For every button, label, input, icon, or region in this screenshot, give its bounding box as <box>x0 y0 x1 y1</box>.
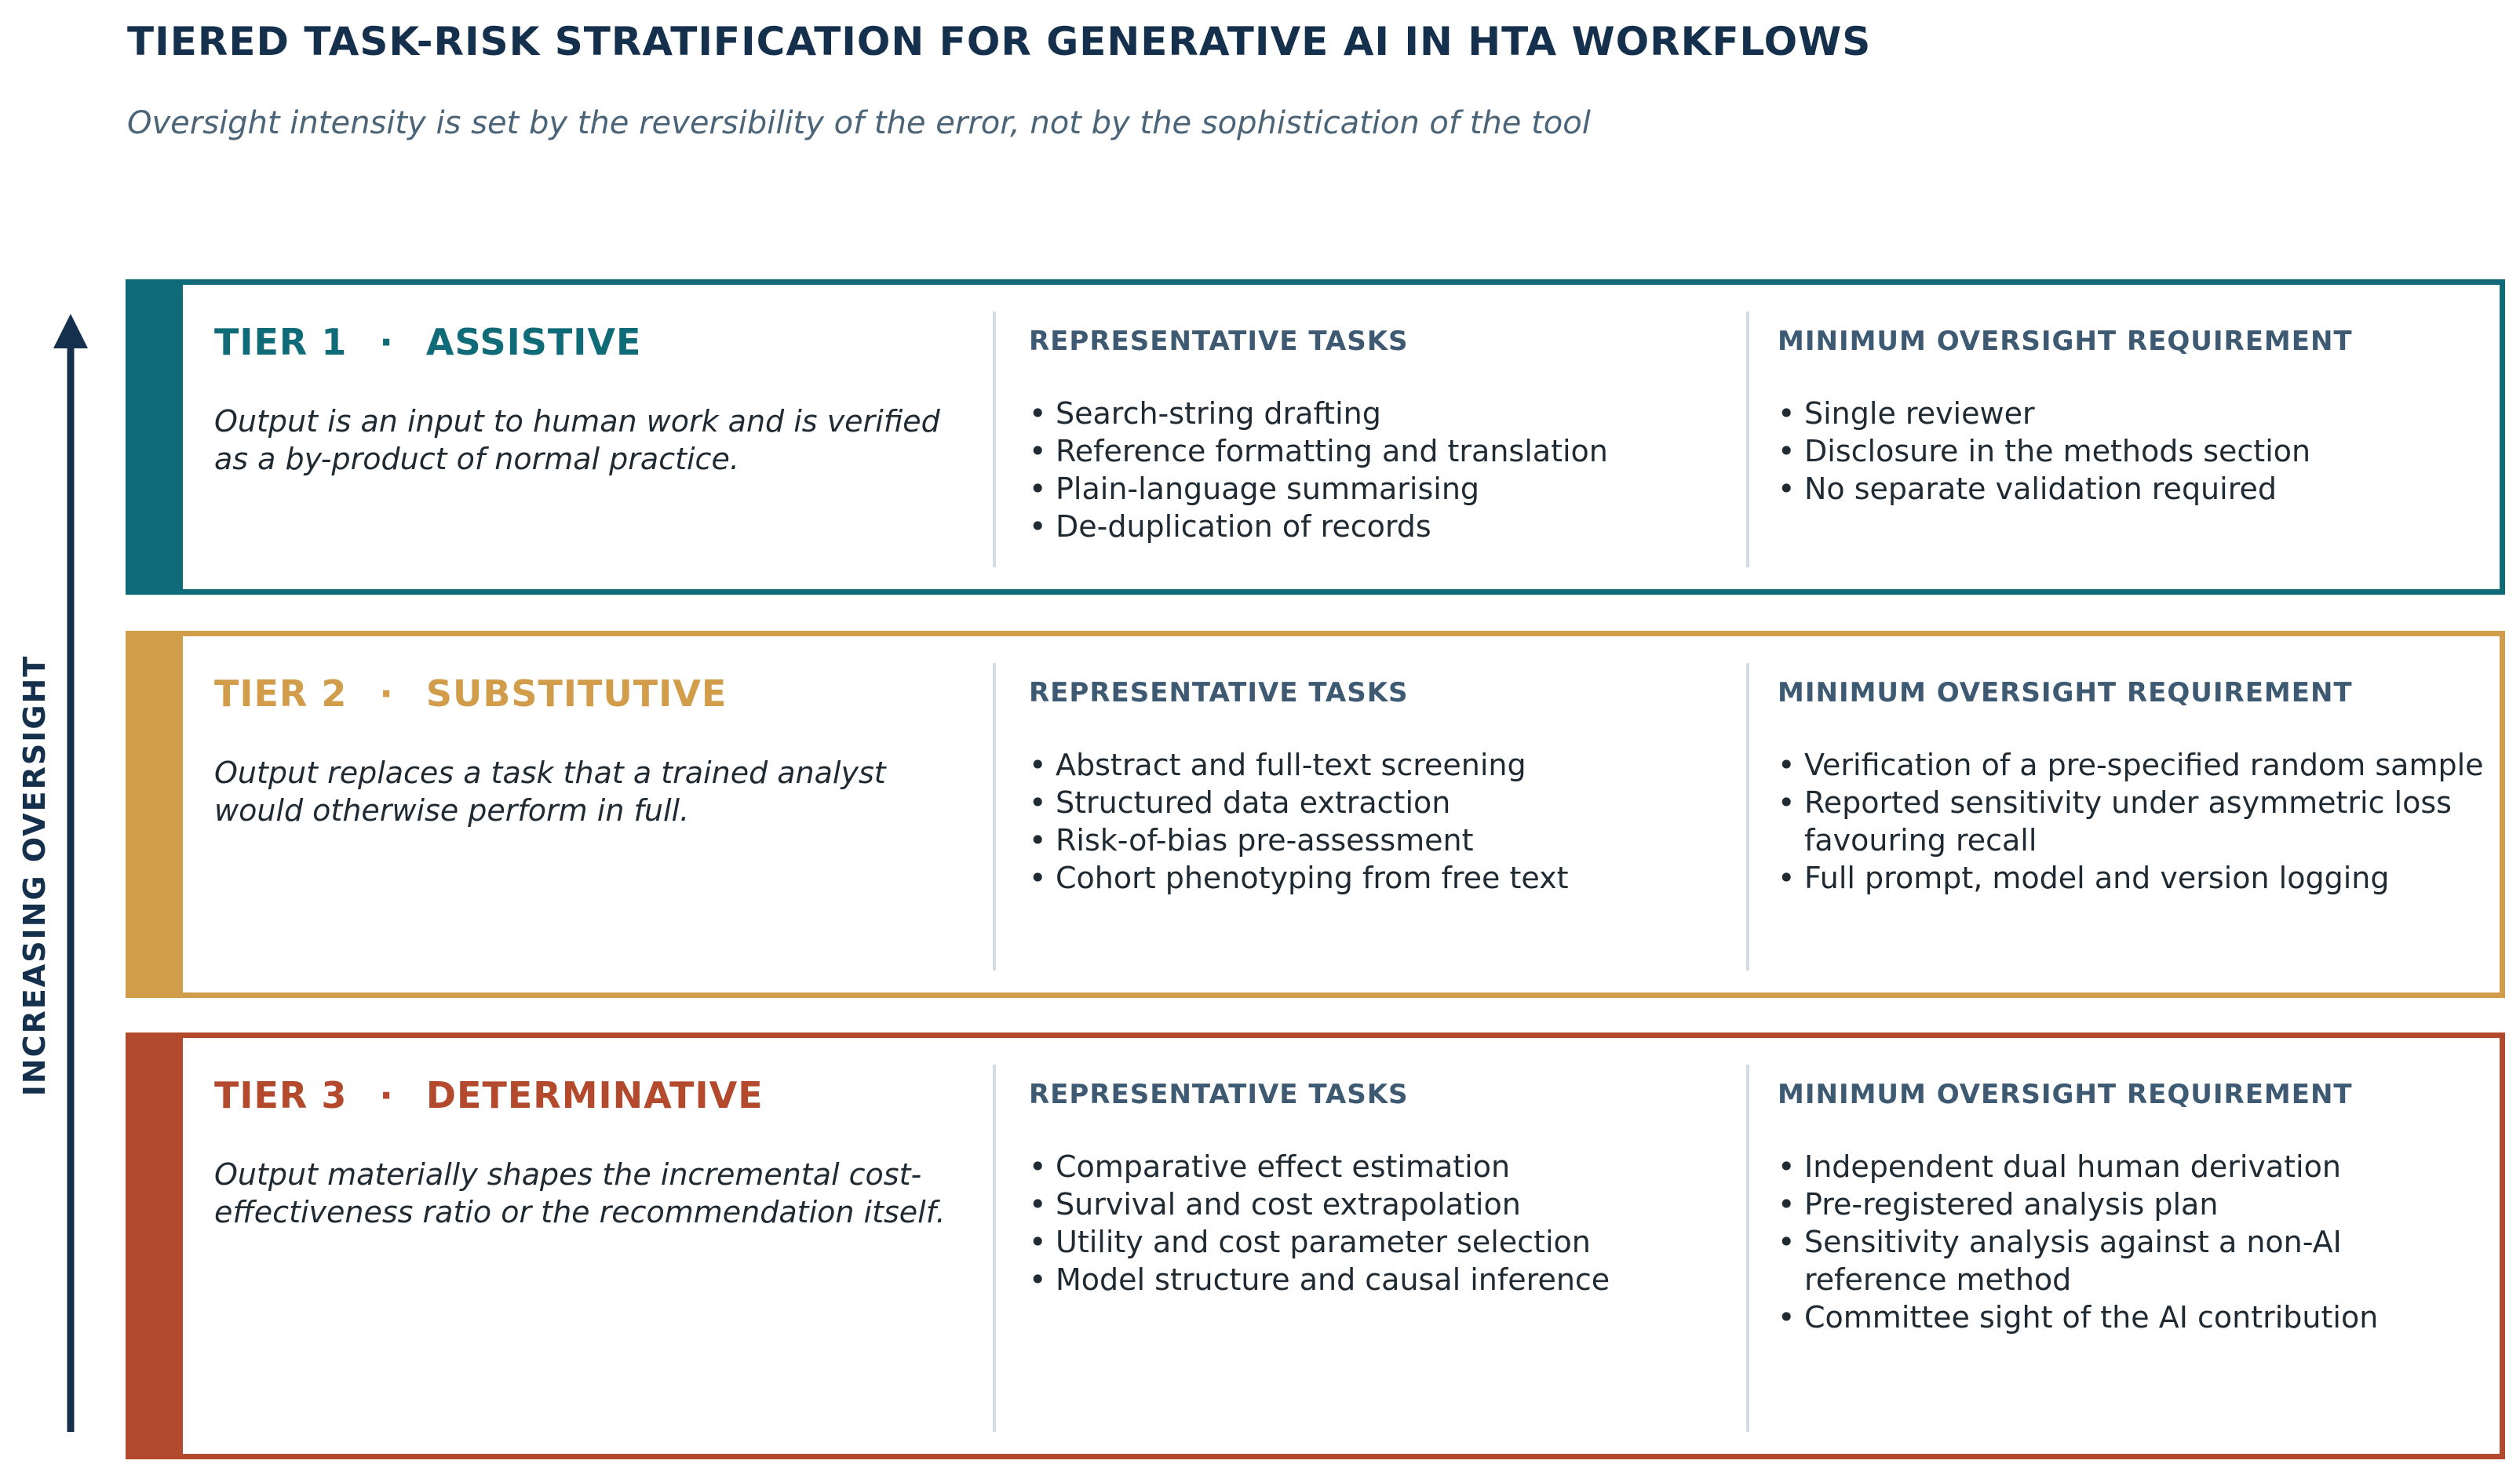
page-subtitle: Oversight intensity is set by the reversibility of the error, not by the sophistication of the tool <box>127 105 1591 141</box>
tier-separator: · <box>379 1074 394 1116</box>
task-item: • Comparative effect estimation <box>1029 1148 1751 1185</box>
requirements-header: MINIMUM OVERSIGHT REQUIREMENT <box>1778 326 2353 357</box>
task-item: • Utility and cost parameter selection <box>1029 1223 1751 1261</box>
tier-heading <box>214 321 641 363</box>
requirement-item: • Full prompt, model and version logging <box>1778 859 2484 897</box>
tier-name: SUBSTITUTIVE <box>425 672 728 715</box>
column-divider <box>993 663 996 971</box>
requirement-item: • Independent dual human derivation <box>1778 1148 2484 1185</box>
requirement-item: • Pre-registered analysis plan <box>1778 1185 2484 1223</box>
tasks-column <box>1029 677 1751 897</box>
requirement-item: • Sensitivity analysis against a non-AI reference method <box>1778 1223 2484 1298</box>
task-item: • Model structure and causal inference <box>1029 1261 1751 1298</box>
requirements-list <box>1778 746 2484 897</box>
tier-number: TIER 2 <box>214 672 348 715</box>
requirement-item: • Disclosure in the methods section <box>1778 432 2484 470</box>
tier-3-panel <box>126 1032 2505 1459</box>
requirements-column <box>1778 326 2484 508</box>
page-title: TIERED TASK-RISK STRATIFICATION FOR GENERATIVE AI IN HTA WORKFLOWS <box>127 19 1872 64</box>
tier-heading <box>214 672 727 715</box>
task-item: • De-duplication of records <box>1029 508 1751 545</box>
requirements-column <box>1778 1079 2484 1336</box>
column-divider <box>1746 311 1749 567</box>
tier-description: Output is an input to human work and is verified as a by-product of normal practice. <box>214 404 940 476</box>
requirement-item: • Committee sight of the AI contribution <box>1778 1298 2484 1336</box>
tier-description: Output materially shapes the incremental cost-effectiveness ratio or the recommendation itself. <box>214 1157 946 1229</box>
axis-label: INCREASING OVERSIGHT <box>17 654 52 1097</box>
task-item: • Plain-language summarising <box>1029 470 1751 508</box>
task-item: • Structured data extraction <box>1029 784 1751 821</box>
column-divider <box>1746 663 1749 971</box>
tier-description: Output replaces a task that a trained analyst would otherwise perform in full. <box>214 756 886 828</box>
tier-number: TIER 3 <box>214 1074 348 1116</box>
tier-1-panel <box>126 279 2505 595</box>
tier-2-panel <box>126 631 2505 998</box>
requirement-item: • Verification of a pre-specified random sample <box>1778 746 2484 784</box>
task-item: • Risk-of-bias pre-assessment <box>1029 821 1751 859</box>
column-divider <box>993 311 996 567</box>
requirements-list <box>1778 1148 2484 1336</box>
tier-name: ASSISTIVE <box>425 321 642 363</box>
requirements-header: MINIMUM OVERSIGHT REQUIREMENT <box>1778 677 2353 708</box>
tier-heading <box>214 1074 764 1116</box>
requirements-list <box>1778 395 2484 508</box>
column-divider <box>1746 1065 1749 1432</box>
task-item: • Survival and cost extrapolation <box>1029 1185 1751 1223</box>
tasks-header: REPRESENTATIVE TASKS <box>1029 677 1409 708</box>
task-item: • Abstract and full-text screening <box>1029 746 1751 784</box>
tasks-column <box>1029 326 1751 545</box>
tier-separator: · <box>379 672 394 715</box>
requirements-column <box>1778 677 2484 897</box>
tier-color-stripe <box>131 636 183 992</box>
requirements-header: MINIMUM OVERSIGHT REQUIREMENT <box>1778 1079 2353 1110</box>
tasks-header: REPRESENTATIVE TASKS <box>1029 326 1409 357</box>
tier-color-stripe <box>131 1038 183 1454</box>
tasks-list <box>1029 395 1751 545</box>
tier-separator: · <box>379 321 394 363</box>
tier-number: TIER 1 <box>214 321 348 363</box>
requirement-item: • No separate validation required <box>1778 470 2484 508</box>
tasks-header: REPRESENTATIVE TASKS <box>1029 1079 1409 1110</box>
requirement-item: • Single reviewer <box>1778 395 2484 432</box>
task-item: • Search-string drafting <box>1029 395 1751 432</box>
tier-color-stripe <box>131 285 183 589</box>
tasks-list <box>1029 746 1751 897</box>
tasks-column <box>1029 1079 1751 1298</box>
task-item: • Reference formatting and translation <box>1029 432 1751 470</box>
requirement-item: • Reported sensitivity under asymmetric loss favouring recall <box>1778 784 2484 859</box>
column-divider <box>993 1065 996 1432</box>
tasks-list <box>1029 1148 1751 1298</box>
tier-name: DETERMINATIVE <box>425 1074 764 1116</box>
task-item: • Cohort phenotyping from free text <box>1029 859 1751 897</box>
